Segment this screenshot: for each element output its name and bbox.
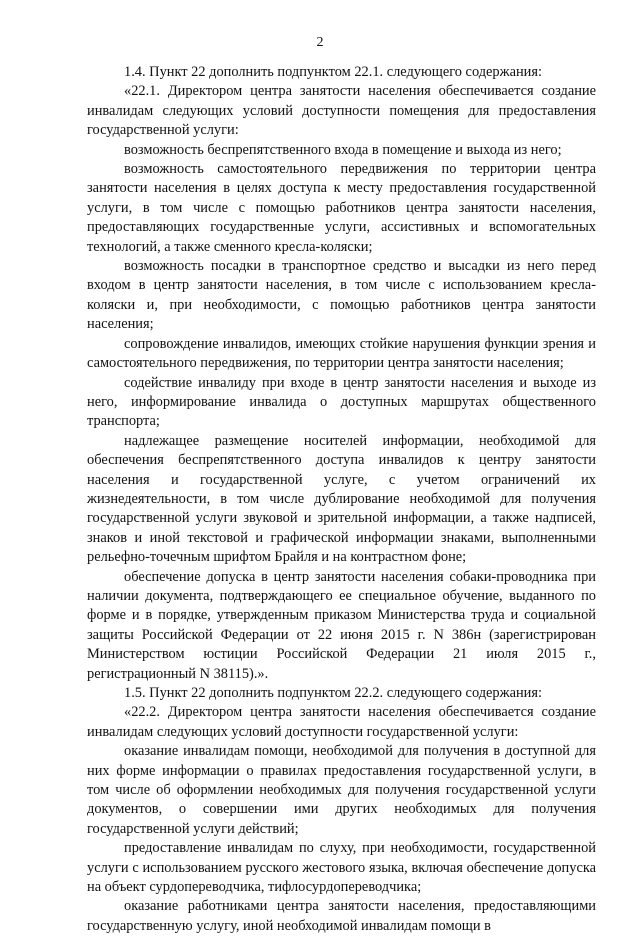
page-number: 2	[316, 35, 324, 50]
paragraph-entrance-exit: возможность беспрепятственного входа в помещение и выхода из него;	[124, 141, 562, 158]
paragraph-22-1-intro: «22.1. Директором центра занятости населения обеспечивается создание инвалидам следующих условий доступности помещения для предоставления государственной услуги:	[87, 83, 596, 139]
paragraph-staff-assistance: оказание работниками центра занятости населения, предоставляющими государственную услугу, иной необходимой инвалидам помощи в	[87, 898, 596, 934]
paragraph-escort: сопровождение инвалидов, имеющих стойкие нарушения функции зрения и самостоятельного передвижения, по территории центра занятости населения;	[87, 335, 596, 372]
paragraph-sign-language: предоставление инвалидам по слуху, при необходимости, государственной услуги с использованием русского жестового языка, включая обеспечение допуска на объект сурдопереводчика, тифлосурдопереводчика;	[87, 840, 596, 896]
paragraph-independent-movement: возможность самостоятельного передвижения по территории центра занятости населения в целях доступа к месту предоставления государственной услуги, в том числе с помощью работников центра занятости населения, предоставляющих государственные услуги, ассистивных и вспомогательных технологий, а также сменного кресла-коляски;	[87, 161, 596, 255]
paragraph-1-5: 1.5. Пункт 22 дополнить подпунктом 22.2. следующего содержания:	[124, 685, 542, 701]
paragraph-information-placement: надлежащее размещение носителей информации, необходимой для обеспечения беспрепятственного доступа инвалидов к центру занятости населения и государственной услуге, с учетом ограничений их жизнедеятельности, в том числе дублирование необходимой для получения государственной услуги звуковой и зрительной информации, а также надписей, знаков и иной текстовой и графической информации знаками, выполненными рельефно-точечным шрифтом Брайля и на контрастном фоне;	[87, 432, 596, 566]
paragraph-1-4: 1.4. Пункт 22 дополнить подпунктом 22.1. следующего содержания:	[124, 64, 542, 80]
paragraph-22-2-intro: «22.2. Директором центра занятости населения обеспечивается создание инвалидам следующих условий доступности государственной услуги:	[87, 704, 596, 740]
paragraph-transport-boarding: возможность посадки в транспортное средство и высадки из него перед входом в центр занятости населения, в том числе с использованием кресла-коляски и, при необходимости, с помощью работников центра занятости населения;	[87, 258, 596, 333]
document-body	[87, 63, 596, 936]
paragraph-information-help: оказание инвалидам помощи, необходимой для получения в доступной для них форме информации о правилах предоставления государственной услуги, в том числе об оформлении необходимых для получения государственной услуги документов, о совершении ими других необходимых для получения государственной услуги действий;	[87, 743, 596, 837]
paragraph-assistance-routes: содействие инвалиду при входе в центр занятости населения и выходе из него, информирование инвалида о доступных маршрутах общественного транспорта;	[87, 374, 596, 430]
paragraph-guide-dog: обеспечение допуска в центр занятости населения собаки-проводника при наличии документа, подтверждающего ее специальное обучение, выданного по форме и в порядке, утвержденным приказом Министерства труда и социальной защиты Российской Федерации от 22 июня 2015 г. N 386н (зарегистрирован Министерством юстиции Российской Федерации 21 июля 2015 г., регистрационный N 38115).».	[87, 568, 596, 682]
